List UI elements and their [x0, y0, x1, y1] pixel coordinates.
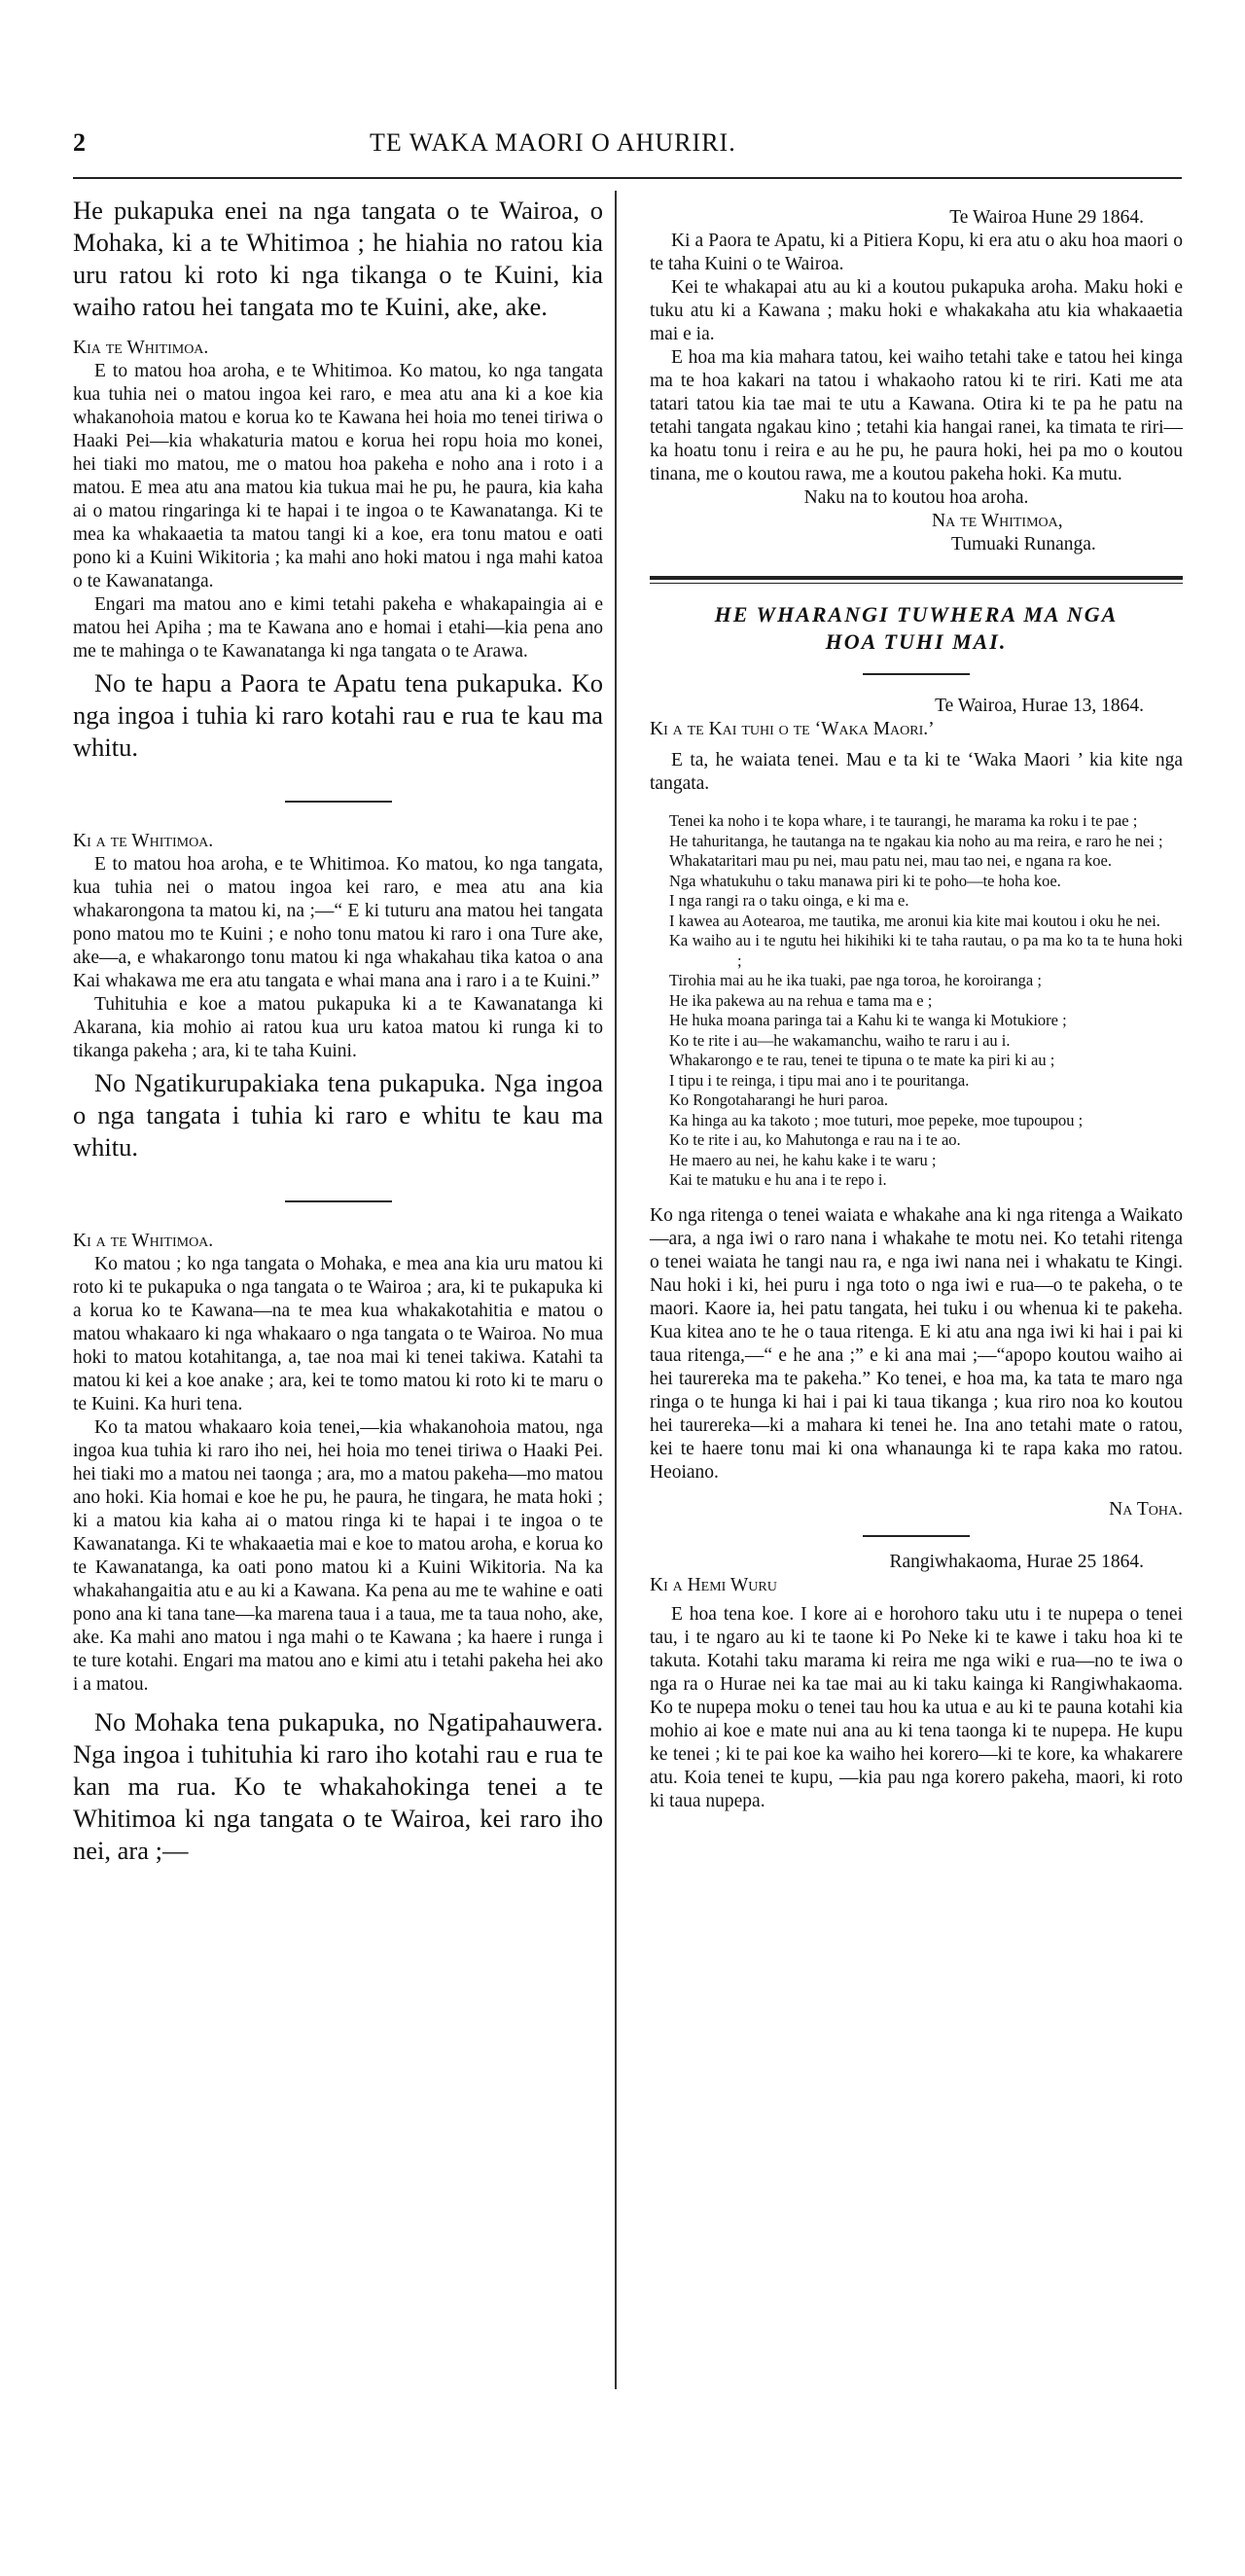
poem-line: He ika pakewa au na rehua e tama ma e ; — [669, 990, 933, 1010]
signature: Na te Whitimoa, — [932, 511, 1063, 531]
waiata-poem — [669, 811, 1183, 1191]
paragraph: Kei te whakapai atu au ki a koutou pukapuka aroha. Maku hoki e tuku atu ki a Kawana ; maku hoki e whakakaha atu kia whakaaetia mai e ia. — [650, 277, 1183, 344]
poem-line: Nga whatukuhu o taku manawa piri ki te poho—te hoha koe. — [669, 871, 1061, 890]
header-rule — [73, 177, 1182, 179]
section-rule — [285, 801, 392, 803]
salutation: Ki a Hemi Wuru — [650, 1574, 777, 1595]
poem-line: Ka hinga au ka takoto ; moe tuturi, moe pepeke, moe tupoupou ; — [669, 1110, 1084, 1129]
poem-line: Kai te matuku e hu ana i te repo i. — [669, 1170, 887, 1189]
paragraph: Tuhituhia e koe a matou pukapuka ki a te Kawanatanga ki Akarana, kia mohio ai ratou kua uru katoa matou ki runga ki to tikanga pakeha ; ara, ki te taha Kuini. — [73, 994, 603, 1061]
left-column — [73, 195, 603, 1867]
closing: Naku na to koutou hoa aroha. — [803, 487, 1029, 508]
letter-toha — [650, 695, 1183, 1521]
dateline: Te Wairoa, Hurae 13, 1864. — [935, 696, 1144, 716]
letter-hemi — [650, 1551, 1183, 1813]
paragraph: E to matou hoa aroha, e te Whitimoa. Ko matou, ko nga tangata, kua tuhia nei o matou ingoa kei raro, e mea atu ana kia whakarongona ta matou ki, na ;—“ E ki tuturu ana matou hei tangata pono matou mo te Kuini ; e noho tonu matou ki raro i ona Ture ake, ake—a, e whakarongo tonu matou ki nga whakahau tika katoa o ana Kai whakawa me era atu tangata e whai mana ana i raro i a te Kuini.” — [73, 854, 603, 991]
dateline: Te Wairoa Hune 29 1864. — [949, 207, 1144, 228]
poem-line: He tahuritanga, he tautanga na te ngakau kia noho au ma reira, e raro he nei ; — [669, 831, 1163, 850]
paragraph: E to matou hoa aroha, e te Whitimoa. Ko matou, ko nga tangata kua tuhia nei o matou ingoa kei raro, e mea atu ana ki a koe kia whakanohoia matou e korua ko te Kawana hei hoia mo tenei tiriwa o Haaki Pei—kia whakaturia matou e korua hei ropu hoia mo konei, hei tiaki mo matou, me o matou hoa pakeha e noho ana i roto i a matou. E mea atu ana matou kia tukua mai he pu, he paura, kia kaha ai o matou ringaringa ki te hapai i te ingoa o te Kawanatanga. Ki te mea ka whakaaetia ta matou tangi ki a koe, era tonu matou e oati pono ki a Kuini Wikitoria ; ka mahi ano hoki matou i nga mahi katoa o te Kawanatanga. — [73, 361, 603, 591]
salutation: Ki a te Kai tuhi o te ‘Waka Maori.’ — [650, 719, 935, 739]
salutation: Kia te Whitimoa. — [73, 338, 209, 358]
section-heading-line: HE WHARANGI TUWHERA MA NGA — [714, 602, 1119, 626]
section-rule — [285, 1200, 392, 1202]
paragraph: Engari ma matou ano e kimi tetahi pakeha e whakapaingia ai e matou hei Apiha ; ma te Kawana ano e homai i etahi—kia pena ano me te mahinga o te Kawanatanga ki nga tangata o te Arawa. — [73, 594, 603, 662]
poem-line: Ka waiho au i te ngutu hei hikihiki ki te taha rautau, o pa ma ko ta te huna hoki ; — [669, 931, 1183, 970]
intro-paragraph: E ta, he waiata tenei. Mau e ta ki te ‘Waka Maori ’ kia kite nga tangata. — [650, 750, 1183, 794]
poem-line: Whakataritari mau pu nei, mau patu nei, mau tao nei, e ngana ra koe. — [669, 851, 1112, 870]
section-rule — [863, 1535, 970, 1537]
section-double-rule — [650, 576, 1183, 584]
paragraph: Ko ta matou whakaaro koia tenei,—kia whakanohoia matou, nga ingoa kua tuhia ki raro iho nei, hei hoia mo tenei tiriwa o Haaki Pei. hei tiaki mo a matou nei taonga ; ara, mo a matou pakeha—mo matou ano hoki. Kia homai e koe he pu, he paura, he tingara, he mata hoki ; ki a matou kia kaha ai o matou ringa ki te hapai i te ingoa o te Kawanatanga. Ki te whakaaetia mai e koe to matou aroha, e korua ko te Kawanatanga, ka oati pono matou ki a Kuini Wikitoria. Na ka whakahangaitia atu e au ki a Kawana. Ka pena au me te wahine e oati pono ana ki tana tane—ka marena taua i a taua, me ta taua noho, ake, ake. Ka mahi ano matou i nga mahi o te Kawana ; ka haere i runga i te ture kotahi. Engari ma matou ano e kimi atu i tetahi pakeha hei ako i a matou. — [73, 1417, 603, 1695]
poem-line: Tirohia mai au he ika tuaki, pae nga toroa, he koroiranga ; — [669, 971, 1042, 989]
poem-line: I kawea au Aotearoa, me tautika, me aronui kia kite mai koutou i oku he nei. — [669, 911, 1160, 930]
paragraph: E hoa ma kia mahara tatou, kei waiho tetahi take e tatou hei kinga ma te hoa kakari na tatou i whakaoho ratou ki te riri. Kati me ata tatari tatou kia tae mai te utu a Kawana. Otira ki te pa he patu na tetahi tangata ngakau kino ; tetahi kia hangai ranei, ka timata te riri—ka hoatu tonu i reira e au he pu, he paura hoki, hei pa mo o koutou tinana, me o koutou rawa, me a koutou pakeha hoki. Ka mutu. — [650, 347, 1183, 484]
poem-line: Ko te rite i au, ko Mahutonga e rau na i te ao. — [669, 1130, 961, 1149]
letter-note: No Ngatikurupakiaka tena pukapuka. Nga ingoa o nga tangata i tuhia ki raro e whitu te kau ma whitu. — [73, 1068, 603, 1162]
commentary-paragraph: Ko nga ritenga o tenei waiata e whakahe ana ki nga ritenga a Waikato—ara, a nga iwi o raro nana i whakahe te motu nei. Ko tetahi ritenga o tenei waiata he tangi nau ra, e nga iwi nana nei i whakatu te Kingi. Nau hoki i ki, hei puru i nga toto o nga iwi e rua—o te pakeha, o te maori. Kaore ia, hei patu tangata, hei tuku i ou whenua ki te pakeha. Kua kitea ano te he o taua ritenga. E ki atu ana nga iwi ki hai i pai ki taua ritenga,—“ e he ana ;” e ki ana mai ;—“apopo koutou waiho ai hei taurereka ma te pakeha.” Ko tenei, e hoa ma, ka tata te maro nga ringa o te hunga ki hai i pai ki taua tikanga ; kua riro noa ko koutou hei taurereka—ki a mahara ki tenei he. Ina ano tetahi mate o ratou, kei te haere tonu mai ki ona whanaunga ki te rapa kaka mo ratou. Heoiano. — [650, 1204, 1183, 1483]
poem-line: He huka moana paringa tai a Kahu ki te wanga ki Motukiore ; — [669, 1011, 1067, 1029]
poem-line: Ko te rite i au—he wakamanchu, waiho te raru i au i. — [669, 1030, 1011, 1050]
poem-line: I nga rangi ra o taku oinga, e ki ma e. — [669, 891, 909, 910]
paragraph: E hoa tena koe. I kore ai e horohoro taku utu i te nupepa o tenei tau, i te ngaro au ki te taone ki Po Neke ki te kawe i taku hoa ki te takuta. Kotahi taku marama ki reira me nga wiki e rua—no te iwa o nga ra o Hurae nei ka tae mai au ki taku kainga ki Rangiwhakaoma. Ko te nupepa moku o tenei tau hou ka utua e au ki te pauna kotahi kia mohio ai koe e mate nui ana au ki tena taonga ki te nupepa. He kupu ke tenei ; ki te pai koe ka waiho hei korero—ki te kore, ka whakarere atu. Koia tenei te kupu, —kia pau nga korero pakeha, maori, ki roto ki taua nupepa. — [650, 1603, 1183, 1811]
letter-2 — [73, 830, 603, 1163]
section-rule — [863, 673, 970, 675]
section-heading — [650, 601, 1183, 656]
letter-note: No Mohaka tena pukapuka, no Ngatipahauwera. Nga ingoa i tuhituhia ki raro iho kotahi rau e rua te kan ma rua. Ko te whakahokinga tenei a te Whitimoa ki nga tangata o te Wairoa, kei raro iho nei, ara ;— — [73, 1707, 603, 1865]
letter-3 — [73, 1230, 603, 1867]
salutation: Ki a te Whitimoa. — [73, 831, 214, 851]
poem-line: He maero au nei, he kahu kake i te waru ; — [669, 1150, 937, 1169]
right-column — [650, 195, 1183, 1813]
signature: Na Toha. — [1109, 1498, 1183, 1520]
whitimoa-reply — [650, 206, 1183, 556]
poem-line: Whakarongo e te rau, tenei te tipuna o te mate ka piri ki au ; — [669, 1051, 1055, 1069]
paragraph: Ko matou ; ko nga tangata o Mohaka, e mea ana kia uru matou ki roto ki te pukapuka o nga tangata o te Wairoa ; ara, ki te pukapuka ki a korua ko te Kawana—na te mea kua whakakotahitia e matou o matou whakaaro ki nga whakaaro o nga tangata o te Wairoa. No mua hoki to matou kotahitanga, a, tae noa mai ki tenei takiwa. Katahi ta matou ki kei a koe anake ; ara, kei te tomo matou ki roto ki te maru o te Kuini. Ka huri tena. — [73, 1254, 603, 1414]
letter-1 — [73, 337, 603, 764]
section-heading-line: HOA TUHI MAI. — [825, 629, 1008, 654]
poem-line: Ko Rongotaharangi he huri paroa. — [669, 1091, 888, 1109]
paragraph: Ki a Paora te Apatu, ki a Pitiera Kopu, ki era atu o aku hoa maori o te taha Kuini o te Wairoa. — [650, 231, 1183, 274]
poem-line: I tipu i te reinga, i tipu mai ano i te pouritanga. — [669, 1070, 970, 1090]
intro-paragraph: He pukapuka enei na nga tangata o te Wairoa, o Mohaka, ki a te Whitimoa ; he hiahia no ratou kia uru ratou ki roto ki nga tikanga o te Kuini, kia waiho ratou hei tangata mo te Kuini, ake, ake. — [73, 196, 603, 321]
dateline: Rangiwhakaoma, Hurae 25 1864. — [889, 1551, 1144, 1572]
poem-line: Tenei ka noho i te kopa whare, i te taurangi, he marama ka roku i te pae ; — [669, 811, 1138, 830]
salutation: Ki a te Whitimoa. — [73, 1231, 214, 1251]
signature-title: Tumuaki Runanga. — [951, 534, 1096, 555]
page-number: 2 — [73, 128, 86, 157]
newspaper-masthead: TE WAKA MAORI O AHURIRI. — [370, 128, 736, 157]
column-divider — [615, 191, 617, 2389]
letter-note: No te hapu a Paora te Apatu tena pukapuka. Ko nga ingoa i tuhia ki raro kotahi rau e rua te kau ma whitu. — [73, 668, 603, 762]
